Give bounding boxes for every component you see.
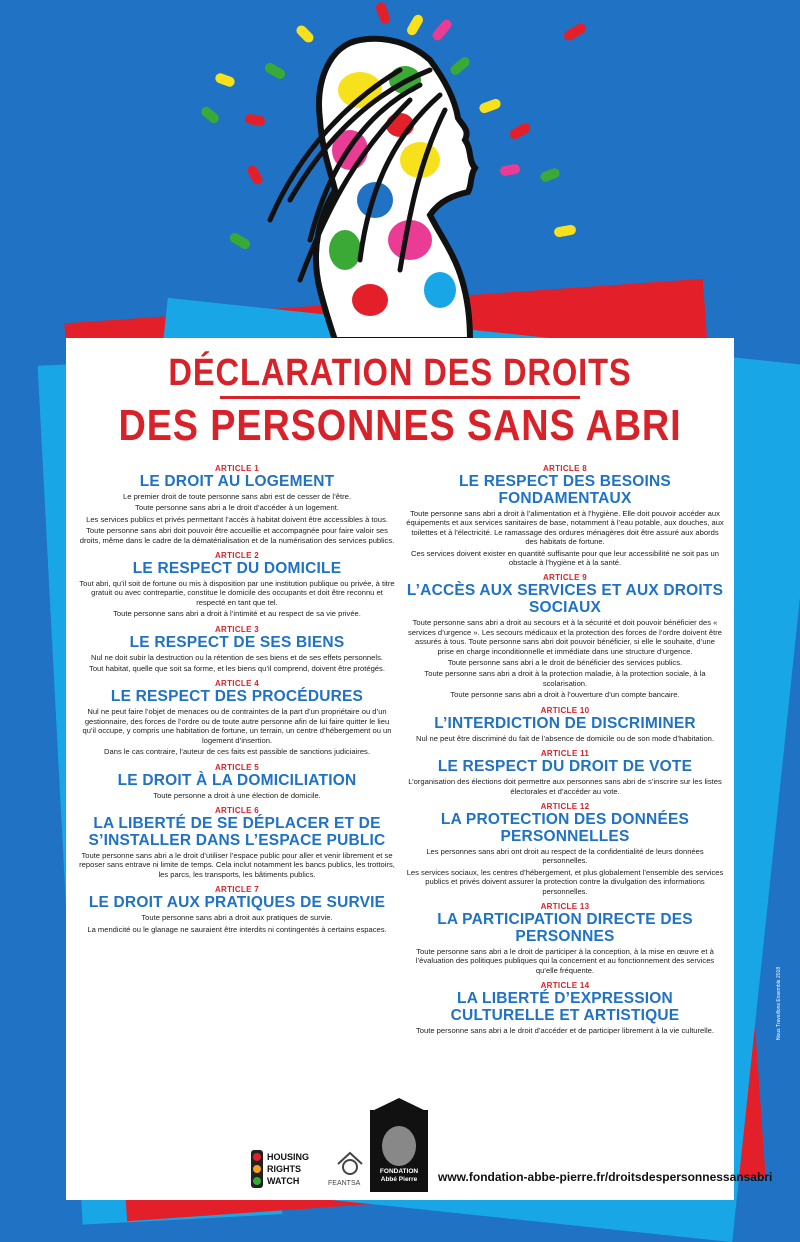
article-title: LE RESPECT DES BESOINS FONDAMENTAUX	[459, 473, 671, 507]
article-number: ARTICLE 14	[540, 981, 590, 991]
housing-rights-watch-logo	[251, 1150, 323, 1190]
article-paragraph: Tout abri, qu’il soit de fortune ou mis à disposition par une institution publique ou privée, à titre gratuit ou avec contrepartie, constitue le domicile des occupants et doit être reconnu et respecté en tant que tel.	[79, 579, 395, 607]
article-8	[406, 464, 724, 567]
article-9	[406, 573, 724, 699]
article-number: ARTICLE 1	[214, 464, 260, 473]
page-title-line2: DES PERSONNES SANS ABRI	[118, 401, 682, 450]
article-number: ARTICLE 5	[214, 762, 260, 772]
feantsa-house-icon	[335, 1150, 365, 1178]
article-title: LE RESPECT DES PROCÉDURES	[110, 688, 364, 706]
fap-text	[370, 1168, 428, 1184]
article-paragraph: Toute personne sans abri a le droit d’utiliser l’espace public pour aller et venir librement et se reposer sans entrave ni limite de temps. Cela inclut notamment les bancs publics, les trottoirs, les parcs, les transports, les bâtiments publics.	[79, 850, 395, 879]
footer	[66, 1120, 773, 1200]
article-title: LE DROIT À LA DOMICILIATION	[117, 771, 357, 789]
article-paragraph: Nul ne peut être discriminé du fait de l’absence de domicile ou de son mode d’habitation.	[415, 733, 715, 743]
article-paragraph: Les services publics et privés permettant l’accès à habitat doivent être accessibles à tous.	[86, 514, 388, 524]
title-underline	[220, 396, 580, 399]
feantsa-logo	[330, 1150, 370, 1192]
article-paragraph: L’organisation des élections doit permettre aux personnes sans abri de s’inscrire sur les listes électorales et d’accéder au vote.	[408, 777, 722, 796]
fondation-abbe-pierre-logo	[370, 1110, 428, 1192]
article-paragraph: Dans le cas contraire, l’auteur de ces faits est passible de sanctions judiciaires.	[104, 747, 370, 757]
article-title: LA PARTICIPATION DIRECTE DES PERSONNES	[437, 910, 693, 945]
article-title: LA LIBERTÉ DE SE DÉPLACER ET DE S’INSTALLER DANS L’ESPACE PUBLIC	[88, 814, 386, 849]
declaration-panel	[66, 338, 773, 1200]
article-number: ARTICLE 6	[214, 805, 260, 815]
article-2	[78, 551, 396, 619]
hrw-text-line2: RIGHTS	[267, 1164, 302, 1174]
article-10	[406, 706, 724, 743]
article-title: LE RESPECT DU DROIT DE VOTE	[437, 758, 693, 776]
article-paragraph: Toute personne sans abri doit pouvoir être accueillie et accompagnée pour faire valoir ses droits, même dans le cadre de la dématérialisation et de la numérisation des services publics.	[79, 526, 395, 545]
article-13	[406, 902, 724, 975]
article-title: LA PROTECTION DES DONNÉES PERSONNELLES	[440, 810, 690, 845]
hrw-text-line3: WATCH	[267, 1176, 300, 1186]
article-paragraph: Ces services doivent exister en quantité suffisante pour que leur accessibilité ne soit pas un obstacle à l’hygiène et à la santé.	[410, 548, 719, 568]
article-paragraph: Toute personne sans abri a le droit de bénéficier des services publics.	[447, 658, 683, 668]
article-number: ARTICLE 11	[540, 749, 590, 759]
article-1	[78, 464, 396, 545]
article-paragraph: Toute personne sans abri a droit à l’alimentation et à l’hygiène. Elle doit pouvoir accéder aux équipements et aux services sanitaires de base, notamment à l’eau potable, aux douches, aux toilettes et à l’électricité. Le ramassage des ordures ménagères doit être assuré aux abords des habitats de fortune.	[406, 509, 724, 547]
article-paragraph: Toute personne sans abri a droit à la protection maladie, à la protection sociale, à la scolarisation.	[424, 669, 706, 688]
article-paragraph: Toute personne sans abri a droit aux pratiques de survie.	[141, 913, 333, 923]
articles-right-column	[406, 464, 724, 1042]
website-link[interactable]: www.fondation-abbe-pierre.fr/droitsdespersonnessansabri	[438, 1170, 773, 1184]
article-title: L’ACCÈS AUX SERVICES ET AUX DROITS SOCIAUX	[406, 582, 724, 617]
article-number: ARTICLE 2	[214, 551, 260, 561]
article-paragraph: Le premier droit de toute personne sans abri est de cesser de l’être.	[123, 492, 351, 501]
article-paragraph: Nul ne peut faire l’objet de menaces ou de contraintes de la part d’un propriétaire ou d’un gestionnaire, des forces de l’ordre ou de toute autre personne afin de lui faire quitter le lieu qu’il occupe, y compris une habitation de fortune, un terrain, un centre d’hébergement ou un logement d’insertion.	[82, 707, 392, 745]
article-5	[78, 763, 396, 800]
fap-text-line1: FONDATION	[379, 1168, 419, 1175]
article-number: ARTICLE 12	[540, 801, 590, 811]
article-title: LE RESPECT DU DOMICILE	[132, 560, 342, 578]
article-3	[78, 625, 396, 674]
article-paragraph: Toute personne sans abri a le droit d’accéder à un logement.	[135, 503, 339, 513]
article-7	[78, 885, 396, 934]
article-paragraph: Toute personne sans abri a droit à l’ouverture d’un compte bancaire.	[450, 690, 680, 700]
fap-text-line2: Abbé Pierre	[380, 1176, 418, 1183]
side-credit: Nous Travaillons Ensemble 2018	[776, 966, 782, 1040]
article-12	[406, 802, 724, 896]
feantsa-text: FEANTSA	[328, 1180, 361, 1187]
article-paragraph: Les services sociaux, les centres d’hébergement, et plus globalement l’ensemble des services publics et privés doivent assurer la protection contre la divulgation des informations personnelles.	[406, 867, 724, 896]
article-paragraph: Tout habitat, quelle que soit sa forme, et les biens qu’il comprend, doivent être protégés.	[89, 664, 385, 674]
article-title: LE DROIT AU LOGEMENT	[139, 473, 335, 490]
articles-left-column	[78, 464, 396, 940]
article-number: ARTICLE 13	[540, 901, 590, 911]
article-14	[406, 981, 724, 1035]
article-paragraph: Les personnes sans abri ont droit au respect de la confidentialité de leurs données personnelles.	[426, 846, 704, 866]
article-paragraph: Toute personne sans abri a le droit d’accéder et de participer librement à la vie culturelle.	[415, 1026, 714, 1036]
article-number: ARTICLE 7	[214, 885, 260, 895]
article-paragraph: Toute personne sans abri a droit à l’intimité et au respect de sa vie privée.	[113, 609, 361, 619]
hrw-text-line1: HOUSING	[267, 1152, 310, 1162]
article-6	[78, 806, 396, 879]
article-paragraph: Toute personne a droit à une élection de domicile.	[153, 790, 321, 800]
article-paragraph: Toute personne sans abri a le droit de participer à la conception, à la mise en œuvre et à l’évaluation des politiques publiques qui la concernent et au fonctionnement des services qu’elle fréquente.	[415, 946, 715, 975]
article-number: ARTICLE 8	[542, 464, 588, 473]
article-number: ARTICLE 3	[214, 624, 260, 634]
traffic-light-icon	[251, 1150, 263, 1188]
article-title: LA LIBERTÉ D’EXPRESSION CULTURELLE ET ARTISTIQUE	[450, 990, 680, 1025]
roof-icon	[370, 1098, 428, 1112]
article-number: ARTICLE 10	[540, 705, 590, 715]
article-paragraph: La mendicité ou le glanage ne sauraient être interdits ni contingentés à certains espaces.	[87, 924, 387, 934]
article-number: ARTICLE 4	[214, 679, 260, 689]
article-11	[406, 749, 724, 796]
article-title: LE RESPECT DE SES BIENS	[129, 633, 345, 651]
woman-silhouette-illustration	[0, 0, 800, 340]
abbe-pierre-portrait	[382, 1126, 416, 1166]
article-4	[78, 679, 396, 756]
page-title-line1: DÉCLARATION DES DROITS	[168, 352, 632, 394]
article-paragraph: Nul ne doit subir la destruction ou la rétention de ses biens et de ses effets personnels.	[91, 652, 383, 662]
article-number: ARTICLE 9	[542, 573, 588, 583]
article-title: LE DROIT AUX PRATIQUES DE SURVIE	[88, 894, 386, 912]
article-paragraph: Toute personne sans abri a droit au secours et à la sécurité et doit pouvoir bénéficier des « services d’urgence ». Les secours médicaux et la protection des forces de l’ordre doivent être assurés à tous. Toute personne sans abri doit pouvoir bénéficier, si elle le souhaite, d’une prise en charge inconditionnelle et immédiate dans une structure d’urgence.	[407, 618, 723, 656]
article-title: L’INTERDICTION DE DISCRIMINER	[434, 714, 696, 732]
